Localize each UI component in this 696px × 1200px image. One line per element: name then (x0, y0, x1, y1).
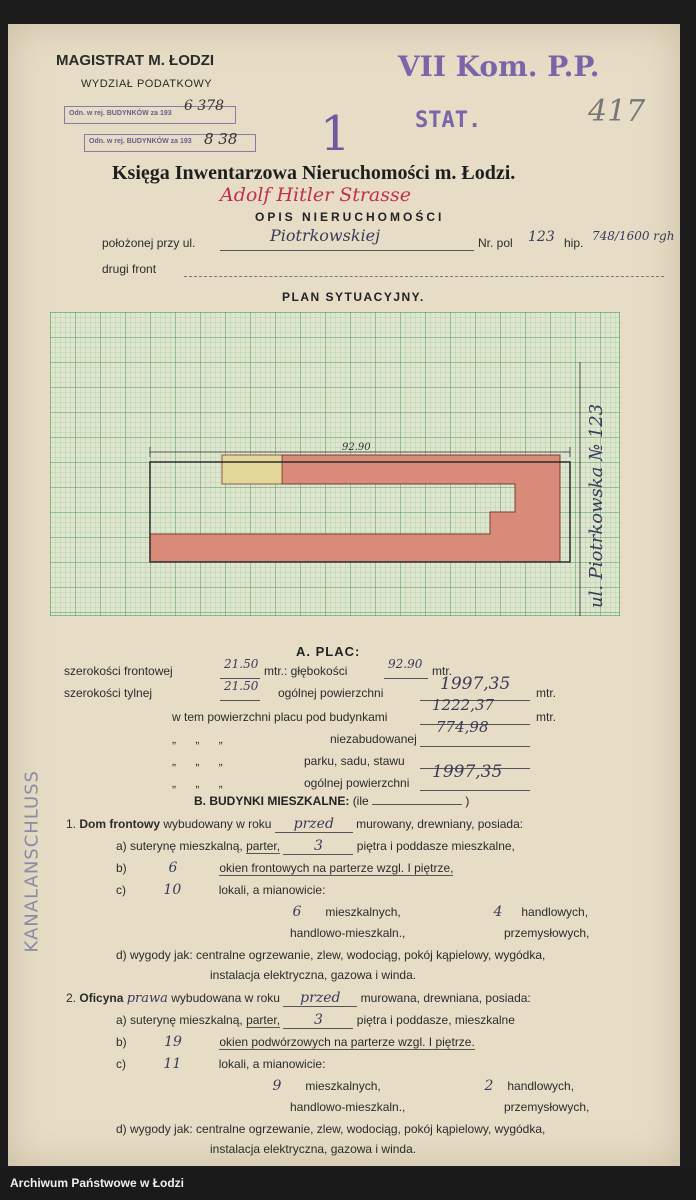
volume-number: 1 (320, 106, 351, 162)
front-house-amenities: wygody jak: centralne ogrzewanie, zlew, wodociąg, pokój kąpielowy, wygódka, (130, 948, 546, 962)
front-house-amenities2: instalacja elektryczna, gazowa i winda. (210, 968, 417, 982)
front-house-num: 1. (66, 817, 77, 831)
front-house-commercial-label: handlowych, (521, 905, 589, 919)
buildings-title (194, 794, 469, 808)
annex-num: 2. (66, 991, 77, 1005)
rear-width-line (220, 700, 260, 701)
annex-windows: 19 (164, 1034, 182, 1050)
front-house-mixed-label: handlowo-mieszkaln., (290, 926, 406, 940)
plan-title: PLAN SYTUACYJNY. (282, 290, 425, 304)
site-plan (50, 312, 620, 616)
office-name: MAGISTRAT M. ŁODZI (56, 52, 215, 69)
site-plan-drawing (50, 312, 620, 616)
front-house-a (116, 838, 515, 855)
annex-side: prawa (126, 991, 168, 1006)
annex-commercial-label: handlowych, (507, 1079, 575, 1093)
plac-title: A. PLAC: (296, 644, 361, 659)
archive-footer (0, 1168, 696, 1200)
total-area2-line (420, 790, 530, 791)
annex-a-text: suterynę mieszkalną, (130, 1013, 243, 1027)
located-label: położonej przy ul. (102, 236, 196, 250)
annex-b-num: b) (116, 1035, 127, 1049)
margin-note (12, 714, 43, 954)
front-house-c (116, 882, 325, 898)
front-house-b-num: b) (116, 861, 127, 875)
page-title: Księga Inwentarzowa Nieruchomości m. Łodzi. (112, 162, 516, 184)
handwritten-street-name: Adolf Hitler Strasse (220, 184, 412, 206)
total-area2-label: ogólnej powierzchni (304, 776, 410, 790)
front-house-industrial-label: przemysłowych, (504, 926, 590, 940)
annex-row (66, 990, 531, 1007)
total-area2-value: 1997,35 (432, 762, 503, 782)
annex-commercial-count: 2 (484, 1078, 494, 1094)
rear-width-label: szerokości tylnej (64, 686, 153, 700)
plan-top-dimension: 92.90 (342, 442, 371, 453)
front-house-a-parter: parter, (246, 839, 281, 853)
annex-d-num: d) (116, 1122, 127, 1136)
section-opis: OPIS NIERUCHOMOŚCI (255, 210, 445, 224)
annex-c (116, 1056, 325, 1072)
front-house-a-num: a) (116, 839, 127, 853)
street-value: Piotrkowskiej (270, 226, 381, 245)
front-house-a-text: suterynę mieszkalną, (130, 839, 243, 853)
corner-number: 417 (588, 94, 646, 129)
front-house-commercial-count: 4 (493, 904, 503, 920)
front-house-residential-label: mieszkalnych, (325, 905, 401, 919)
hip-value: 748/1600 rgh (592, 229, 675, 243)
plan-street-label: ul. Piotrkowska № 123 (586, 403, 607, 608)
front-house-floors: 3 (283, 838, 353, 855)
total-area-unit: mtr. (536, 686, 556, 700)
annex-b-text: okien podwórzowych na parterze wzgl. I piętrze. (219, 1035, 475, 1049)
annex-mixed-label: handlowo-mieszkaln., (290, 1100, 406, 1114)
document-sheet: MAGISTRAT M. ŁODZI WYDZIAŁ PODATKOWY VII Kom. P.P. STAT. 417 1 Odn. w rej. BUDYNKÓW za 193 6 378 Odn. w rej. BUDYNKÓW za 193 8 38 KANALANSCHLUSS Księga Inwentarzowa Nieruchomości m. Łodzi. Adolf Hitler Strasse OPIS NIERUCHOMOŚCI położonej przy ul. Piotrkowskiej Nr. pol 123 hip. 748/1600 rgh drugi front PLAN SYTUACYJNY. 92.90 ul. Piotrkowska № 123 A. PLAC: szerokości frontowej 21.50 mtr.: głębokości 92.90 mtr. szerokości tylnej 21.50 ogólnej powierzchni 1997,35 mtr. w tem powierzchni placu pod budynkami 1222,37 mtr. „ „ „ niezabudowanej 774,98 „ „ „ parku, sadu, stawu „ „ „ ogólnej powierzchni 1997,35 B. BUDYNKI MIESZKALNE: (ile ) 1. Dom frontowy wybudowany w roku przed murowany, drewniany, posiada: a) suterynę mieszkalną, parter, 3 piętra i poddasze mieszkalne, b) 6 okien frontowych na parterze wzgl. I piętrze, c) 10 lokali, a mianowicie: 6 mieszkalnych, 4 handlowych, handlowo-mieszkaln., przemysłowych, d) wygody jak: centralne ogrzewanie, zlew, wodociąg, pokój kąpielowy, wygódka, instalacja elektryczna, gazowa i winda. 2. Oficyna prawa wybudowana w roku przed murowana, drewniana, posiada: a) suterynę mieszkalną, parter, 3 piętra i poddasze, mieszkalne b) 19 okien podwórzowych na parterze wzgl. I piętrze. c) 11 lokali, a mianowicie: 9 mieszkalnych, 2 handlowych, handlowo-mieszkaln., przemysłowych, d) wygody jak: centralne ogrzewanie, zlew, wodociąg, pokój kąpielowy, wygódka, instalacja elektryczna, gazowa i winda. (8, 24, 680, 1166)
buildings-count-open: (ile (352, 794, 369, 808)
annex-a-num: a) (116, 1013, 127, 1027)
rear-width-value: 21.50 (224, 679, 259, 693)
commission-stamp: VII Kom. P.P. (398, 50, 600, 83)
annex-industrial-label: przemysłowych, (504, 1100, 590, 1114)
front-house-b (116, 860, 453, 876)
built-area-value: 1222,37 (432, 696, 495, 714)
front-house-row (66, 816, 523, 833)
annex-b (116, 1034, 475, 1050)
front-house-c-text: lokali, a mianowicie: (218, 883, 326, 897)
register-stamp-2-text: Odn. w rej. BUDYNKÓW za 193 (89, 138, 192, 145)
annex-a-parter: parter, (246, 1013, 281, 1027)
front-house-b-text: okien frontowych na parterze wzgl. I piętrze, (219, 861, 454, 875)
total-area-value: 1997,35 (440, 674, 511, 694)
annex-units: 11 (163, 1056, 182, 1072)
annex-floors: 3 (283, 1012, 353, 1029)
register-stamp-1-text: Odn. w rej. BUDYNKÓW za 193 (69, 110, 172, 117)
second-front-label: drugi front (102, 262, 157, 276)
register-hand-2: 8 38 (204, 130, 238, 148)
hip-label: hip. (564, 236, 584, 250)
annex-d (116, 1122, 545, 1136)
annex-built-label: wybudowana w roku (171, 991, 280, 1005)
annex-material: murowana, drewniana, posiada: (360, 991, 531, 1005)
unbuilt-area-line (420, 746, 530, 747)
front-house-residential-count: 6 (292, 904, 302, 920)
front-width-value: 21.50 (224, 657, 259, 671)
annex-c-num: c) (116, 1057, 126, 1071)
front-house-year: przed (275, 816, 353, 833)
depth-label: mtr.: głębokości (264, 664, 348, 678)
front-house-windows: 6 (168, 860, 178, 876)
annex-residential-label: mieszkalnych, (305, 1079, 381, 1093)
front-house-residential (272, 904, 401, 920)
park-area-label: parku, sadu, stawu (304, 754, 405, 768)
buildings-count-close: ) (465, 794, 470, 808)
front-width-label: szerokości frontowej (64, 664, 173, 678)
buildings-title-text: B. BUDYNKI MIESZKALNE: (194, 794, 350, 808)
nr-pol-value: 123 (528, 229, 555, 245)
depth-line (384, 678, 428, 679)
annex-residential-count: 9 (272, 1078, 282, 1094)
nr-pol-label: Nr. pol (478, 236, 513, 250)
annex-commercial (474, 1078, 574, 1094)
second-front-line (184, 276, 664, 277)
depth-value: 92.90 (388, 657, 423, 671)
unbuilt-area-label: niezabudowanej (330, 732, 417, 746)
register-hand-1: 6 378 (184, 98, 225, 114)
depth-unit: mtr. (432, 664, 452, 678)
built-area-label: w tem powierzchni placu pod budynkami (172, 710, 388, 724)
annex-amenities: wygody jak: centralne ogrzewanie, zlew, wodociąg, pokój kąpielowy, wygódka, (130, 1122, 546, 1136)
annex-a-text2: piętra i poddasze, mieszkalne (356, 1013, 515, 1027)
front-house-d-num: d) (116, 948, 127, 962)
front-house-d (116, 948, 545, 962)
annex-c-text: lokali, a mianowicie: (218, 1057, 326, 1071)
front-house-built-label: wybudowany w roku (163, 817, 272, 831)
built-area-unit: mtr. (536, 710, 556, 724)
margin-note-text: KANALANSCHLUSS (21, 770, 43, 953)
front-house-commercial (478, 904, 588, 920)
total-area-label: ogólnej powierzchni (278, 686, 384, 700)
street-line (220, 250, 474, 251)
annex-amenities2: instalacja elektryczna, gazowa i winda. (210, 1142, 417, 1156)
front-house-a-text2: piętra i poddasze mieszkalne, (356, 839, 515, 853)
stat-stamp: STAT. (415, 108, 482, 133)
front-house-label: Dom frontowy (79, 817, 161, 831)
front-house-c-num: c) (116, 883, 126, 897)
annex-a (116, 1012, 515, 1029)
archive-name: Archiwum Państwowe w Łodzi (10, 1176, 185, 1190)
office-department: WYDZIAŁ PODATKOWY (81, 78, 213, 90)
annex-label: Oficyna (79, 991, 124, 1005)
front-house-material: murowany, drewniany, posiada: (356, 817, 524, 831)
unbuilt-area-value: 774,98 (436, 718, 489, 736)
annex-year: przed (283, 990, 357, 1007)
annex-residential (252, 1078, 381, 1094)
front-house-units: 10 (163, 882, 182, 898)
